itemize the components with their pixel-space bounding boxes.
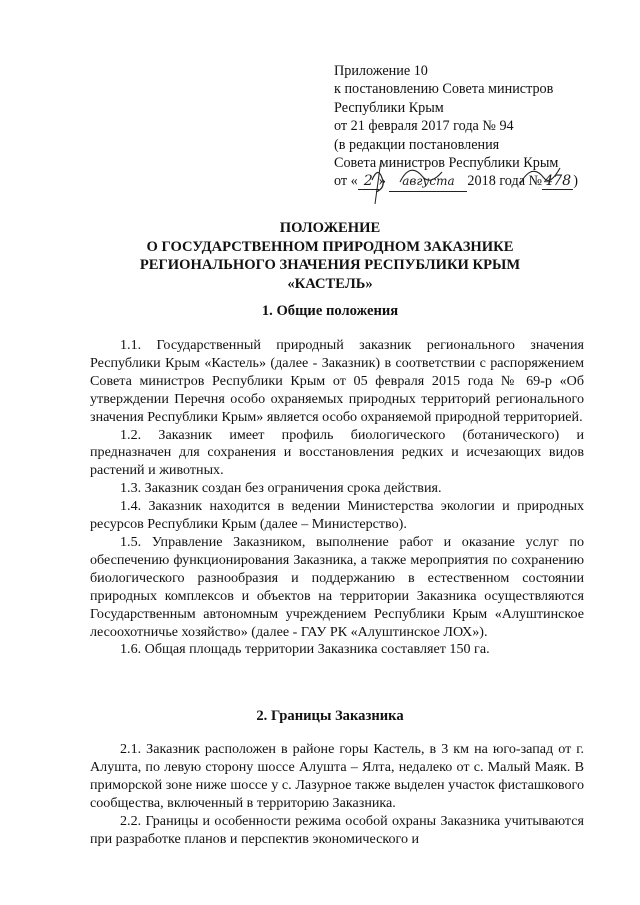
handwritten-number: 478 bbox=[544, 173, 572, 190]
date-mid: » bbox=[378, 173, 386, 190]
appendix-line: Республики Крым bbox=[334, 99, 444, 116]
paragraph: 1.4. Заказник находится в ведении Министерства экологии и природных ресурсов Республики Крым (далее – Министерство). bbox=[90, 498, 584, 533]
paragraph: 1.5. Управление Заказником, выполнение работ и оказание услуг по обеспечению функционирования Заказника, а также мероприятия по сохранению биологического разнообразия и поддержанию в естественном состоянии природных комплексов и объектов на территории Заказника осуществляются Государственным автономным учреждением Республики Крым «Алуштинское лесоохотничье хозяйство» (далее - ГАУ РК «Алуштинское ЛОХ»). bbox=[90, 533, 584, 640]
handwritten-month: августа bbox=[389, 172, 467, 191]
section-body bbox=[90, 741, 584, 848]
heading-line: РЕГИОНАЛЬНОГО ЗНАЧЕНИЯ РЕСПУБЛИКИ КРЫМ bbox=[139, 257, 521, 273]
paragraph: 1.2. Заказник имеет профиль биологического (ботанического) и предназначен для сохранения и восстановления редких и исчезающих видов растений и животных. bbox=[90, 426, 584, 479]
appendix-date-line: от « 2 » августа 2018 года № 478 ) bbox=[334, 172, 604, 191]
date-year: 2018 года № bbox=[467, 173, 543, 190]
appendix-line: к постановлению Совета министров bbox=[334, 81, 554, 98]
paragraph: 1.1. Государственный природный заказник регионального значения Республики Крым «Кастель» (далее - Заказник) в соответствии с распоряжением Совета министров Республики Крым от 05 февраля 2015 года № 69-р «Об утверждении Перечня особо охраняемых природных территорий регионального значения Республики Крым» является особо охраняемой природной территорией. bbox=[90, 337, 584, 425]
section-body bbox=[90, 337, 584, 659]
paragraph: 1.6. Общая площадь территории Заказника составляет 150 га. bbox=[120, 641, 490, 658]
section-title: 2. Границы Заказника bbox=[256, 708, 404, 724]
appendix-line: (в редакции постановления bbox=[334, 136, 500, 153]
date-prefix: от « bbox=[334, 173, 358, 190]
appendix-block bbox=[334, 62, 604, 192]
heading-line: «КАСТЕЛЬ» bbox=[287, 275, 373, 292]
document-heading bbox=[60, 219, 600, 293]
heading-line: О ГОСУДАРСТВЕННОМ ПРИРОДНОМ ЗАКАЗНИКЕ bbox=[146, 238, 514, 255]
heading-line: ПОЛОЖЕНИЕ bbox=[279, 220, 381, 236]
paragraph: 2.2. Границы и особенности режима особой охраны Заказника учитываются при разработке планов и перспектив экономического и bbox=[90, 812, 584, 847]
paragraph: 2.1. Заказник расположен в районе горы Кастель, в 3 км на юго-запад от г. Алушта, по левую сторону шоссе Алушта – Ялта, недалеко от с. Малый Маяк. В приморской зоне ниже шоссе у с. Лазурное также выделен участок фисташкового сообщества, включенный в территорию Заказника. bbox=[90, 741, 584, 811]
section-title: 1. Общие положения bbox=[261, 303, 399, 319]
appendix-line: Совета министров Республики Крым bbox=[334, 155, 559, 172]
paragraph: 1.3. Заказник создан без ограничения срока действия. bbox=[120, 480, 442, 497]
handwritten-day: 2 bbox=[358, 173, 379, 190]
appendix-line: Приложение 10 bbox=[334, 63, 428, 79]
appendix-line: от 21 февраля 2017 года № 94 bbox=[334, 118, 514, 135]
